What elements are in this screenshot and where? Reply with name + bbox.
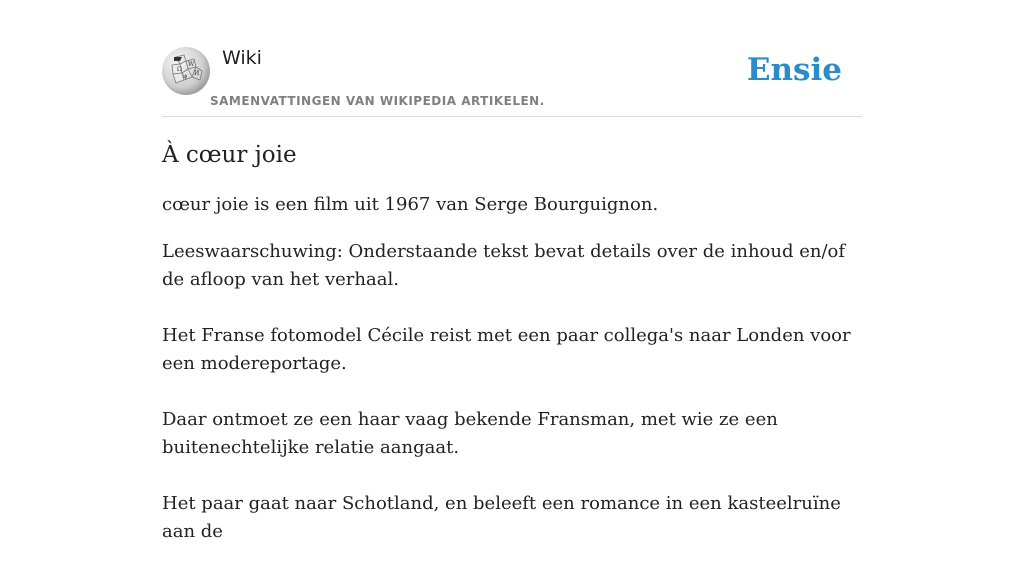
article-body (162, 191, 862, 574)
content-container (162, 0, 862, 542)
article-paragraph-spoiler-warning: Leeswaarschuwing: Onderstaande tekst bevat details over de inhoud en/of de afloop van het verhaal. (162, 241, 846, 290)
wikipedia-globe-icon[interactable] (162, 47, 210, 95)
article-paragraph: Het paar gaat naar Schotland, en beleeft een romance in een kasteelruïne aan de (162, 493, 841, 542)
globe-puzzle-graphic (162, 47, 210, 95)
ensie-brand-link[interactable]: Ensie (746, 52, 842, 88)
article-paragraph: Daar ontmoet ze een haar vaag bekende Fransman, met wie ze een buitenechtelijke relatie aangaat. (162, 409, 778, 458)
site-header (162, 0, 862, 117)
site-tagline: SAMENVATTINGEN VAN WIKIPEDIA ARTIKELEN. (210, 94, 545, 108)
article-intro: cœur joie is een film uit 1967 van Serge Bourguignon. (162, 194, 659, 215)
svg-text:И: И (194, 70, 200, 77)
site-name[interactable]: Wiki (222, 47, 262, 69)
article-title: À cœur joie (162, 142, 297, 168)
article-paragraph: Het Franse fotomodel Cécile reist met een paar collega's naar Londen voor een modereportage. (162, 325, 851, 374)
svg-text:Ω: Ω (177, 66, 182, 73)
svg-text:ψ: ψ (183, 73, 188, 80)
svg-text:W: W (188, 61, 195, 68)
